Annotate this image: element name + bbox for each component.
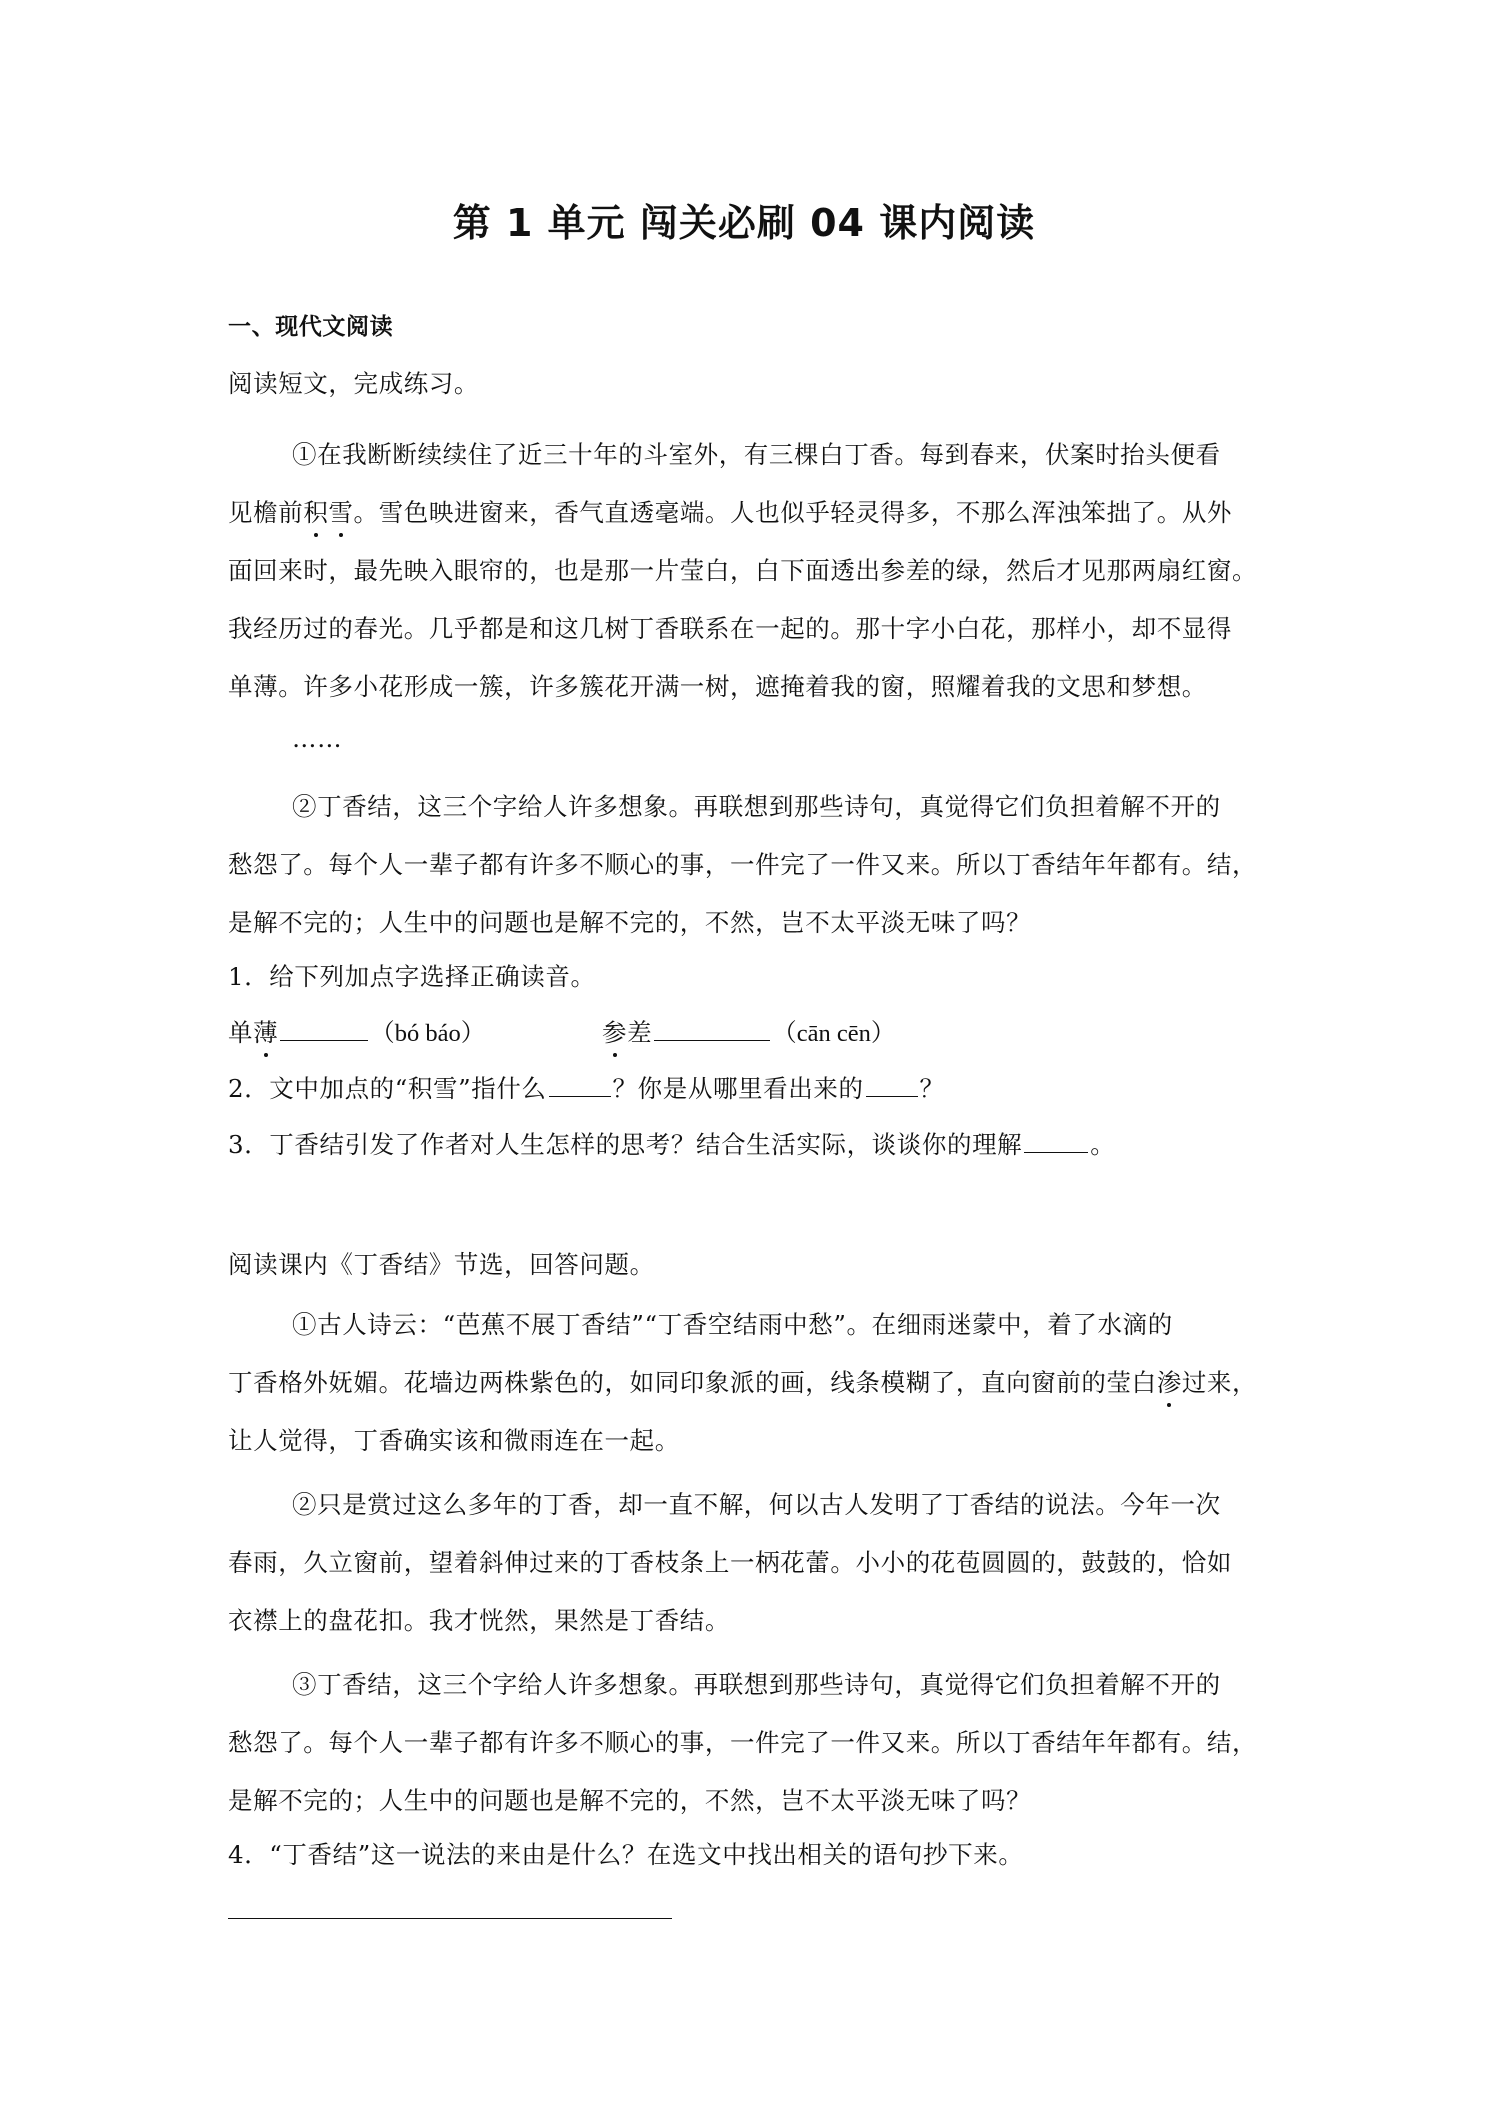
pinyin-options-a: （bó báo） [370,1020,486,1047]
question-4: 4．“丁香结”这一说法的来由是什么？在选文中找出相关的语句抄下来。 [228,1840,1024,1869]
dotted-char: 雪 [328,496,353,530]
pinyin-options-b: （cān cēn） [772,1020,896,1047]
answer-blank-2a[interactable] [549,1072,611,1097]
answer-blank-1a[interactable] [280,1016,368,1041]
section-instruction: 阅读短文，完成练习。 [228,369,479,398]
passage-line: 衣襟上的盘花扣。我才恍然，果然是丁香结。 [228,1606,730,1635]
section-heading: 一、现代文阅读 [228,314,394,340]
passage-line: ②丁香结，这三个字给人许多想象。再联想到那些诗句，真觉得它们负担着解不开的 [292,792,1221,821]
passage-line: ①在我断断续续住了近三十年的斗室外，有三棵白丁香。每到春来，伏案时抬头便看 [292,440,1221,469]
passage-line: 是解不完的；人生中的问题也是解不完的，不然，岂不太平淡无味了吗？ [228,908,1032,937]
section2-instruction: 阅读课内《丁香结》节选，回答问题。 [228,1250,655,1279]
dotted-char: 渗 [1157,1366,1182,1400]
answer-blank-1b[interactable] [654,1016,770,1041]
question-1: 1．给下列加点字选择正确读音。 [228,962,596,991]
ellipsis: …… [292,724,343,753]
word-b: 参差 [602,1018,652,1047]
passage-line: 愁怨了。每个人一辈子都有许多不顺心的事，一件完了一件又来。所以丁香结年年都有。结， [228,1728,1258,1757]
passage-text: 见檐前 [228,498,304,527]
answer-blank-3[interactable] [1024,1128,1088,1153]
passage-line: 面回来时，最先映入眼帘的，也是那一片莹白，白下面透出参差的绿，然后才见那两扇红窗。 [228,556,1258,585]
passage-line: 愁怨了。每个人一辈子都有许多不顺心的事，一件完了一件又来。所以丁香结年年都有。结， [228,850,1258,879]
dotted-char: 积 [303,496,328,530]
passage-line: 单薄。许多小花形成一簇，许多簇花开满一树，遮掩着我的窗，照耀着我的文思和梦想。 [228,672,1207,701]
question-2: 2．文中加点的“积雪”指什么 ？你是从哪里看出来的 ？ [228,1074,945,1103]
passage-text: 。雪色映进窗来，香气直透毫端。人也似乎轻灵得多，不那么浑浊笨拙了。从外 [353,498,1233,527]
passage-line: 是解不完的；人生中的问题也是解不完的，不然，岂不太平淡无味了吗？ [228,1786,1032,1815]
passage-line: 丁香格外妩媚。花墙边两株紫色的，如同印象派的画，线条模糊了，直向窗前的莹白渗过来， [228,1366,1272,1400]
passage-line: ①古人诗云：“芭蕉不展丁香结”“丁香空结雨中愁”。在细雨迷蒙中，着了水滴的 [292,1310,1173,1339]
passage-line [228,496,1272,530]
passage-line: ③丁香结，这三个字给人许多想象。再联想到那些诗句，真觉得它们负担着解不开的 [292,1670,1221,1699]
document-title: 第 1 单元 闯关必刷 04 课内阅读 [452,201,1036,245]
answer-blank-2b[interactable] [866,1072,918,1097]
passage-line: 让人觉得，丁香确实该和微雨连在一起。 [228,1426,680,1455]
question-3: 3．丁香结引发了作者对人生怎样的思考？结合生活实际，谈谈你的理解 。 [228,1130,1116,1159]
question-1-items [228,1016,1272,1051]
answer-line-4[interactable] [228,1918,672,1919]
word-a: 单薄 [228,1018,278,1047]
passage-line: ②只是赏过这么多年的丁香，却一直不解，何以古人发明了丁香结的说法。今年一次 [292,1490,1221,1519]
passage-line: 我经历过的春光。几乎都是和这几树丁香联系在一起的。那十字小白花，那样小，却不显得 [228,614,1232,643]
passage-line: 春雨，久立窗前，望着斜伸过来的丁香枝条上一柄花蕾。小小的花苞圆圆的，鼓鼓的，恰如 [228,1548,1232,1577]
